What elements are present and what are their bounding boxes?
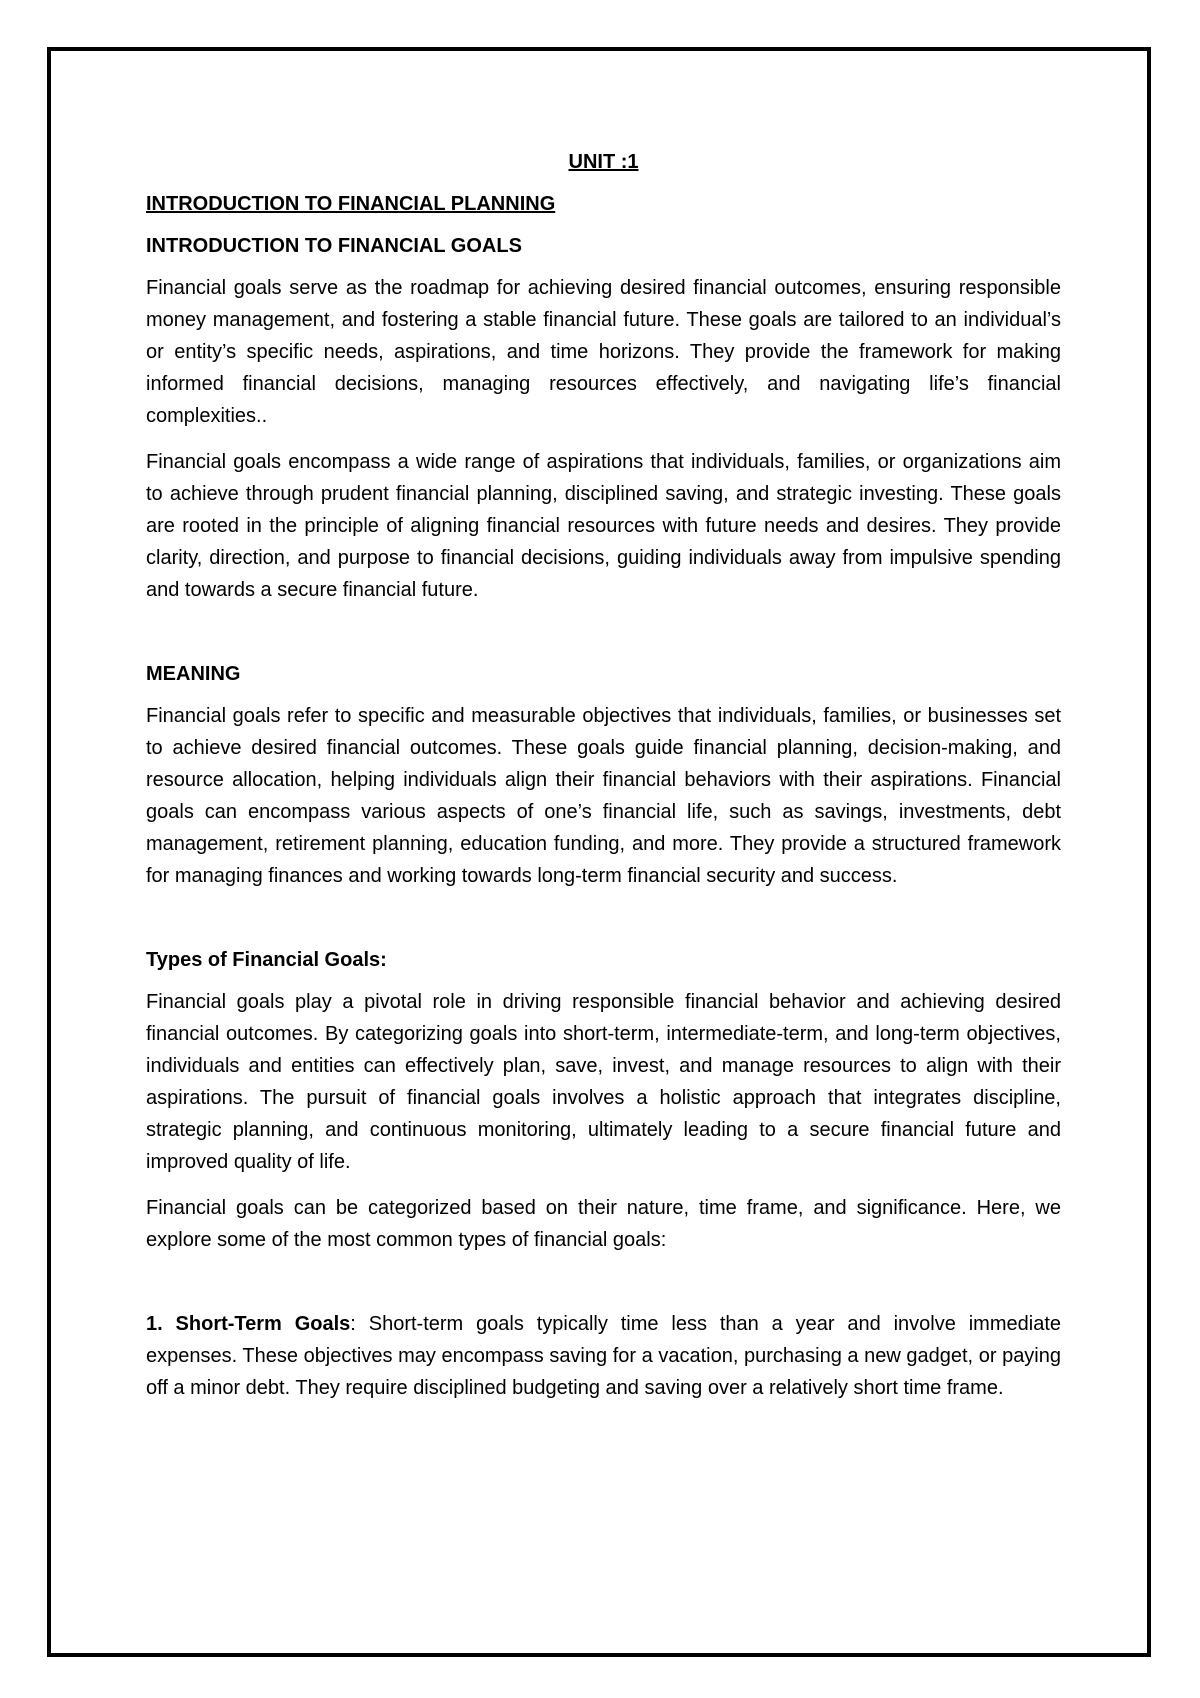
short-term-goals-separator: : (350, 1313, 369, 1335)
unit-title: UNIT :1 (568, 151, 639, 173)
spacer (146, 620, 1061, 658)
intro-paragraph-2: Financial goals encompass a wide range of aspirations that individuals, families, or organizations aim to achieve through prudent financial planning, disciplined saving, and strategic investing. These goals are rooted in the principle of aligning financial resources with future needs and desires. They provide clarity, direction, and purpose to financial decisions, guiding individuals away from impulsive spending and towards a secure financial future. (146, 451, 1061, 601)
meaning-paragraph: Financial goals refer to specific and measurable objectives that individuals, families, or businesses set to achieve desired financial outcomes. These goals guide financial planning, decision-making, and resource allocation, helping individuals align their financial behaviors with their aspirations. Financial goals can encompass various aspects of one’s financial life, such as savings, investments, debt management, retirement planning, education funding, and more. They provide a structured framework for managing finances and working towards long-term financial security and success. (146, 705, 1061, 887)
section-title: INTRODUCTION TO FINANCIAL GOALS (146, 235, 522, 257)
meaning-heading: MEANING (146, 663, 241, 685)
short-term-goals-item (146, 1308, 1061, 1404)
types-paragraph-2: Financial goals can be categorized based on their nature, time frame, and significance. Here, we explore some of the most common types of financial goals: (146, 1197, 1061, 1251)
types-paragraph-1: Financial goals play a pivotal role in driving responsible financial behavior and achieving desired financial outcomes. By categorizing goals into short-term, intermediate-term, and long-term objectives, individuals and entities can effectively plan, save, invest, and manage resources to align with their aspirations. The pursuit of financial goals involves a holistic approach that integrates discipline, strategic planning, and continuous monitoring, ultimately leading to a secure financial future and improved quality of life. (146, 991, 1061, 1173)
intro-paragraph-1: Financial goals serve as the roadmap for achieving desired financial outcomes, ensuring responsible money management, and fostering a stable financial future. These goals are tailored to an individual’s or entity’s specific needs, aspirations, and time horizons. They provide the framework for making informed financial decisions, managing resources effectively, and navigating life’s financial complexities.. (146, 277, 1061, 427)
short-term-goals-text: Short-term goals typically time less than a year and involve immediate expenses. These objectives may encompass saving for a vacation, purchasing a new gadget, or paying off a minor debt. They require disciplined budgeting and saving over a relatively short time frame. (146, 1313, 1061, 1399)
short-term-goals-label: 1. Short-Term Goals (146, 1313, 351, 1335)
spacer (146, 906, 1061, 944)
types-heading: Types of Financial Goals: (146, 949, 387, 971)
chapter-title: INTRODUCTION TO FINANCIAL PLANNING (146, 193, 556, 215)
spacer (146, 1270, 1061, 1308)
document-content (146, 146, 1061, 1418)
